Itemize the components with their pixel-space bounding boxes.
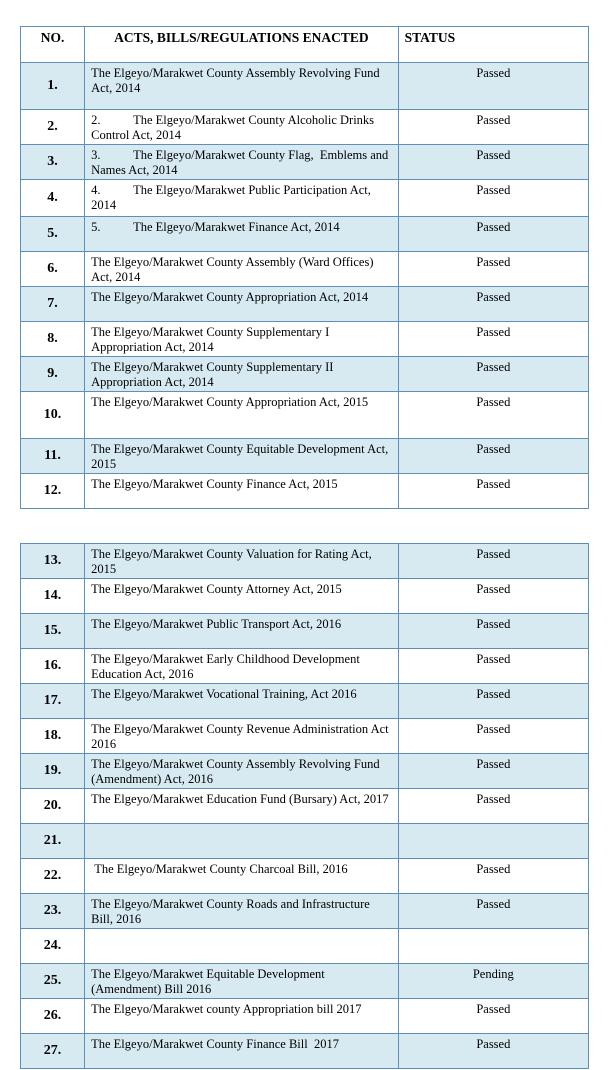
table-row xyxy=(21,999,589,1034)
act-cell xyxy=(85,964,399,999)
row-number: 24. xyxy=(21,929,85,964)
table-body-part-1 xyxy=(21,63,589,509)
table-row xyxy=(21,789,589,824)
status-cell: Passed xyxy=(398,999,588,1034)
act-title: The Elgeyo/Marakwet County Appropriation Act, 2014 xyxy=(91,290,369,304)
act-title: The Elgeyo/Marakwet county Appropriation bill 2017 xyxy=(91,1002,362,1016)
act-title: The Elgeyo/Marakwet Vocational Training, Act 2016 xyxy=(91,687,357,701)
act-cell xyxy=(85,824,399,859)
row-number: 9. xyxy=(21,357,85,392)
row-number: 7. xyxy=(21,287,85,322)
act-cell xyxy=(85,544,399,579)
status-cell: Passed xyxy=(398,322,588,357)
act-cell xyxy=(85,894,399,929)
row-number: 26. xyxy=(21,999,85,1034)
row-number: 22. xyxy=(21,859,85,894)
act-cell xyxy=(85,719,399,754)
act-title: The Elgeyo/Marakwet County Alcoholic Drinks Control Act, 2014 xyxy=(91,113,378,142)
act-title: The Elgeyo/Marakwet Equitable Development (Amendment) Bill 2016 xyxy=(91,967,328,996)
status-cell: Passed xyxy=(398,789,588,824)
row-number: 6. xyxy=(21,252,85,287)
row-number: 25. xyxy=(21,964,85,999)
table-row xyxy=(21,754,589,789)
table-row xyxy=(21,180,589,217)
table-row xyxy=(21,824,589,859)
table-header-row xyxy=(21,27,589,63)
act-cell xyxy=(85,754,399,789)
acts-table-part-1 xyxy=(20,26,589,509)
row-number: 16. xyxy=(21,649,85,684)
status-cell xyxy=(398,929,588,964)
act-title: The Elgeyo/Marakwet Public Transport Act, 2016 xyxy=(91,617,342,631)
row-number: 14. xyxy=(21,579,85,614)
row-number: 12. xyxy=(21,474,85,509)
row-number: 8. xyxy=(21,322,85,357)
act-prefix: 4. xyxy=(91,183,101,197)
table-row xyxy=(21,649,589,684)
act-cell xyxy=(85,439,399,474)
row-number: 1. xyxy=(21,63,85,110)
act-title: The Elgeyo/Marakwet County Valuation for Rating Act, 2015 xyxy=(91,547,375,576)
act-cell xyxy=(85,322,399,357)
act-title: The Elgeyo/Marakwet Public Participation Act, 2014 xyxy=(91,183,375,212)
table-row xyxy=(21,252,589,287)
act-title: The Elgeyo/Marakwet Early Childhood Development Education Act, 2016 xyxy=(91,652,363,681)
table-row xyxy=(21,287,589,322)
status-cell: Passed xyxy=(398,110,588,145)
act-cell xyxy=(85,474,399,509)
act-cell xyxy=(85,929,399,964)
table-row xyxy=(21,614,589,649)
table-row xyxy=(21,439,589,474)
table-row xyxy=(21,392,589,439)
status-cell: Passed xyxy=(398,684,588,719)
act-title: The Elgeyo/Marakwet County Assembly Revolving Fund Act, 2014 xyxy=(91,66,383,95)
act-cell xyxy=(85,392,399,439)
status-cell xyxy=(398,824,588,859)
table-row xyxy=(21,859,589,894)
act-cell xyxy=(85,579,399,614)
status-cell: Passed xyxy=(398,579,588,614)
act-title: The Elgeyo/Marakwet County Supplementary II Appropriation Act, 2014 xyxy=(91,360,336,389)
status-cell: Passed xyxy=(398,719,588,754)
act-title: The Elgeyo/Marakwet County Appropriation Act, 2015 xyxy=(91,395,369,409)
status-cell: Pending xyxy=(398,964,588,999)
row-number: 3. xyxy=(21,145,85,180)
status-cell: Passed xyxy=(398,439,588,474)
act-title: The Elgeyo/Marakwet County Assembly (Ward Offices) Act, 2014 xyxy=(91,255,376,284)
row-number: 13. xyxy=(21,544,85,579)
act-cell xyxy=(85,217,399,252)
table-row xyxy=(21,929,589,964)
act-title: The Elgeyo/Marakwet Finance Act, 2014 xyxy=(133,220,340,234)
act-title: The Elgeyo/Marakwet County Finance Bill 2017 xyxy=(91,1037,339,1051)
status-cell: Passed xyxy=(398,357,588,392)
table-row xyxy=(21,110,589,145)
table-row xyxy=(21,145,589,180)
act-title: The Elgeyo/Marakwet County Attorney Act, 2015 xyxy=(91,582,342,596)
act-title: The Elgeyo/Marakwet County Roads and Infrastructure Bill, 2016 xyxy=(91,897,373,926)
act-cell xyxy=(85,357,399,392)
table-row xyxy=(21,894,589,929)
act-prefix: 2. xyxy=(91,113,101,127)
row-number: 11. xyxy=(21,439,85,474)
table-row xyxy=(21,544,589,579)
act-cell xyxy=(85,859,399,894)
status-cell: Passed xyxy=(398,859,588,894)
act-title: The Elgeyo/Marakwet County Assembly Revolving Fund (Amendment) Act, 2016 xyxy=(91,757,383,786)
act-cell xyxy=(85,614,399,649)
table-row xyxy=(21,63,589,110)
act-cell xyxy=(85,252,399,287)
act-cell xyxy=(85,63,399,110)
header-acts: ACTS, BILLS/REGULATIONS ENACTED xyxy=(85,27,399,63)
table-row xyxy=(21,1034,589,1069)
act-cell xyxy=(85,287,399,322)
act-cell xyxy=(85,145,399,180)
act-cell xyxy=(85,110,399,145)
act-cell xyxy=(85,649,399,684)
row-number: 17. xyxy=(21,684,85,719)
header-status: STATUS xyxy=(398,27,588,63)
act-cell xyxy=(85,180,399,217)
status-cell: Passed xyxy=(398,63,588,110)
table-row xyxy=(21,357,589,392)
act-title: The Elgeyo/Marakwet County Revenue Administration Act 2016 xyxy=(91,722,392,751)
act-cell xyxy=(85,1034,399,1069)
status-cell: Passed xyxy=(398,649,588,684)
row-number: 18. xyxy=(21,719,85,754)
status-cell: Passed xyxy=(398,1034,588,1069)
act-cell xyxy=(85,789,399,824)
row-number: 5. xyxy=(21,217,85,252)
row-number: 23. xyxy=(21,894,85,929)
row-number: 27. xyxy=(21,1034,85,1069)
status-cell: Passed xyxy=(398,252,588,287)
header-no: NO. xyxy=(21,27,85,63)
row-number: 21. xyxy=(21,824,85,859)
act-cell xyxy=(85,684,399,719)
row-number: 20. xyxy=(21,789,85,824)
status-cell: Passed xyxy=(398,894,588,929)
act-cell xyxy=(85,999,399,1034)
table-row xyxy=(21,719,589,754)
status-cell: Passed xyxy=(398,392,588,439)
table-row xyxy=(21,579,589,614)
status-cell: Passed xyxy=(398,754,588,789)
table-row xyxy=(21,684,589,719)
acts-table-part-2 xyxy=(20,543,589,1069)
status-cell: Passed xyxy=(398,474,588,509)
act-title: The Elgeyo/Marakwet County Charcoal Bill, 2016 xyxy=(91,862,348,876)
row-number: 15. xyxy=(21,614,85,649)
table-row xyxy=(21,474,589,509)
act-prefix: 5. xyxy=(91,220,101,234)
status-cell: Passed xyxy=(398,145,588,180)
act-title: The Elgeyo/Marakwet Education Fund (Bursary) Act, 2017 xyxy=(91,792,389,806)
act-title: The Elgeyo/Marakwet County Flag, Emblems and Names Act, 2014 xyxy=(91,148,392,177)
table-row xyxy=(21,322,589,357)
row-number: 4. xyxy=(21,180,85,217)
status-cell: Passed xyxy=(398,217,588,252)
row-number: 2. xyxy=(21,110,85,145)
row-number: 19. xyxy=(21,754,85,789)
act-title: The Elgeyo/Marakwet County Supplementary I Appropriation Act, 2014 xyxy=(91,325,332,354)
status-cell: Passed xyxy=(398,180,588,217)
row-number: 10. xyxy=(21,392,85,439)
table-row xyxy=(21,217,589,252)
status-cell: Passed xyxy=(398,287,588,322)
table-body-part-2 xyxy=(21,544,589,1069)
act-prefix: 3. xyxy=(91,148,101,162)
act-title: The Elgeyo/Marakwet County Equitable Development Act, 2015 xyxy=(91,442,392,471)
act-title: The Elgeyo/Marakwet County Finance Act, 2015 xyxy=(91,477,338,491)
table-row xyxy=(21,964,589,999)
status-cell: Passed xyxy=(398,614,588,649)
status-cell: Passed xyxy=(398,544,588,579)
